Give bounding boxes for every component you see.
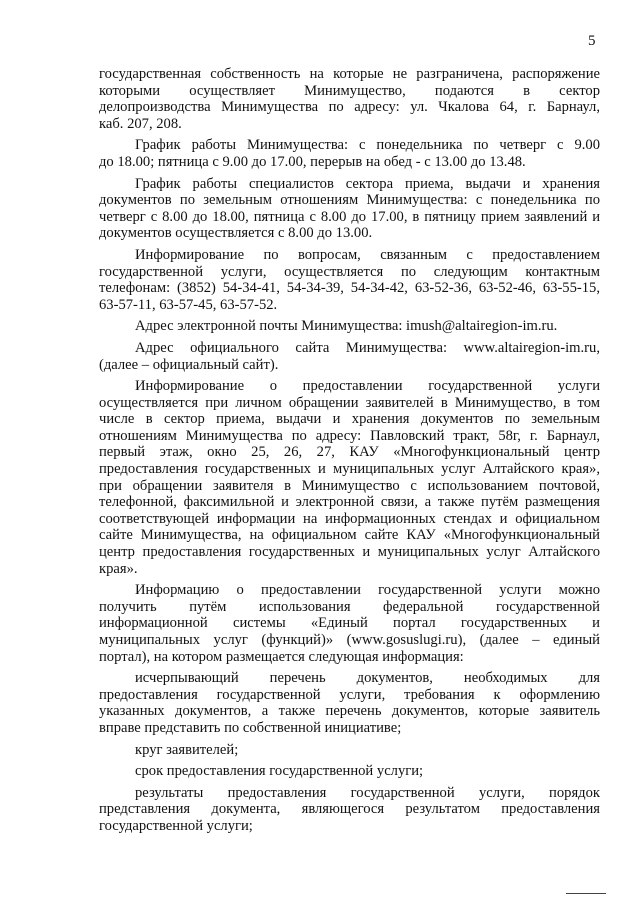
text-line: круг заявителей; (135, 741, 239, 758)
text-line: вправе представить по собственной инициативе; (99, 719, 402, 736)
paragraph (99, 340, 600, 373)
text-line: первый этаж, окно 25, 26, 27, КАУ «Многофункциональный центр (99, 444, 600, 461)
text-line: результаты предоставления государственной услуги, порядок (135, 784, 600, 801)
text-line: которыми осуществляет Минимущество, подаются в сектор (99, 82, 600, 99)
text-line: Адрес электронной почты Минимущества: imush@altairegion-im.ru. (135, 318, 558, 335)
paragraph (99, 742, 600, 759)
paragraph (99, 670, 600, 736)
paragraph (99, 785, 600, 835)
paragraph (99, 66, 600, 132)
text-line: исчерпывающий перечень документов, необходимых для (135, 670, 600, 687)
text-line: представления документа, являющегося результатом предоставления (99, 801, 600, 818)
text-line: Адрес официального сайта Минимущества: www.altairegion-im.ru, (135, 339, 600, 356)
paragraph (99, 176, 600, 242)
text-line: получить путём использования федеральной государственной (99, 598, 600, 615)
document-body (99, 66, 600, 840)
paragraph (99, 137, 600, 170)
text-line: края». (99, 560, 138, 577)
text-line: указанных документов, а также перечень документов, которые заявитель (99, 703, 600, 720)
page-number: 5 (588, 33, 596, 49)
paragraph (99, 763, 600, 780)
text-line: центр предоставления государственных и муниципальных услуг Алтайского (99, 544, 600, 561)
text-line: сайте Минимущества, на официальном сайте КАУ «Многофункциональный (99, 527, 600, 544)
text-line: числе в сектор приема, выдачи и хранения документов по земельным (99, 411, 600, 428)
paragraph (99, 378, 600, 577)
text-line: предоставления государственных и муниципальных услуг Алтайского края», (99, 461, 600, 478)
text-line: документов по земельным отношениям Минимущества: с понедельника по (99, 192, 600, 209)
text-line: до 18.00; пятница с 9.00 до 17.00, перерыв на обед - с 13.00 до 13.48. (99, 153, 526, 170)
text-line: при обращении заявителя в Минимущество с использованием почтовой, (99, 477, 600, 494)
text-line: срок предоставления государственной услуги; (135, 763, 424, 780)
text-line: государственной услуги; (99, 817, 253, 834)
text-line: 63-57-11, 63-57-45, 63-57-52. (99, 296, 278, 313)
text-line: информационной системы «Единый портал государственных и (99, 615, 600, 632)
text-line: Информацию о предоставлении государственной услуги можно (135, 582, 600, 599)
text-line: государственная собственность на которые не разграничена, распоряжение (99, 66, 600, 82)
text-line: телефонам: (3852) 54-34-41, 54-34-39, 54-34-42, 63-52-36, 63-52-46, 63-55-15, (99, 280, 600, 297)
text-line: портал), на котором размещается следующая информация: (99, 648, 464, 665)
text-line: муниципальных услуг (функций)» (www.gosuslugi.ru), (далее – единый (99, 632, 600, 648)
text-line: Информирование по вопросам, связанным с предоставлением (135, 246, 600, 263)
text-line: Информирование о предоставлении государственной услуги (135, 378, 600, 395)
text-line: График работы Минимущества: с понедельника по четверг с 9.00 (135, 137, 600, 154)
footer-rule (566, 893, 606, 894)
text-line: (далее – официальный сайт). (99, 356, 279, 373)
paragraph (99, 247, 600, 313)
text-line: документов осуществляется с 8.00 до 13.00. (99, 225, 373, 242)
text-line: отношениям Минимущества по адресу: Павловский тракт, 58г, г. Барнаул, (99, 427, 600, 444)
text-line: государственной услуги, осуществляется по следующим контактным (99, 263, 600, 280)
text-line: каб. 207, 208. (99, 115, 182, 132)
paragraph (99, 582, 600, 665)
text-line: четверг с 8.00 до 18.00, пятница с 8.00 до 17.00, в пятницу прием заявлений и (99, 208, 600, 225)
text-line: телефонной, факсимильной и электронной связи, а также путём размещения (99, 494, 600, 511)
paragraph (99, 318, 600, 335)
text-line: предоставления государственной услуги, требования к оформлению (99, 686, 600, 703)
text-line: соответствующей информации на информационных стендах и официальном (99, 510, 600, 527)
text-line: График работы специалистов сектора приема, выдачи и хранения (135, 175, 600, 192)
text-line: делопроизводства Минимущества по адресу: ул. Чкалова 64, г. Барнаул, (99, 99, 600, 116)
text-line: осуществляется при личном обращении заявителей в Минимущество, в том (99, 394, 600, 411)
